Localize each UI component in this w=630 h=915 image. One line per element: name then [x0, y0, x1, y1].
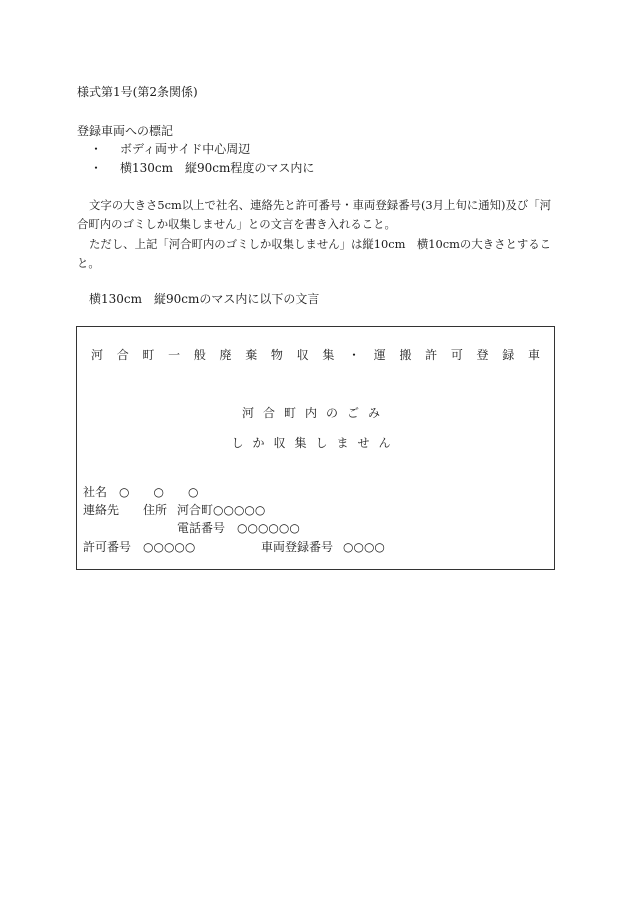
sign-header-char: 一 [168, 348, 181, 362]
form-number: 様式第1号(第2条関係) [77, 85, 198, 99]
sign-header-char: 町 [142, 348, 155, 362]
bullet-text: 横130cm 縦90cm程度のマス内に [120, 161, 315, 175]
bullet-marker: ・ [90, 142, 103, 156]
sign-header-char: 合 [116, 348, 129, 362]
sign-header-char: 許 [425, 348, 438, 362]
section-title: 登録車両への標記 [77, 124, 174, 138]
sign-header-char: 般 [193, 348, 206, 362]
vehicle-label: 車両登録番号 [261, 540, 334, 554]
sign-header-char: 車 [527, 348, 540, 362]
bullet-item-1 [90, 141, 250, 157]
sign-header-char: 可 [450, 348, 463, 362]
sign-center-line-1: 河合町内のごみ [241, 406, 389, 420]
sign-header-char: 集 [322, 348, 335, 362]
paragraph-1-line-1: 文字の大きさ5cm以上で社名、連絡先と許可番号・車両登録番号(3月上旬に通知)及び「河 [89, 198, 552, 212]
sign-header-char: 録 [502, 348, 515, 362]
phone-value: ○○○○○○ [237, 521, 300, 535]
sign-header-char: 棄 [245, 348, 258, 362]
contact-label: 連絡先 [83, 503, 120, 517]
bullet-marker: ・ [90, 161, 103, 175]
company-label: 社名 [83, 485, 108, 499]
sign-header [91, 347, 540, 363]
paragraph-1-line-2: 合町内のゴミしか収集しません」との文言を書き入れること。 [77, 217, 396, 231]
sign-header-char: 収 [296, 348, 309, 362]
phone-label: 電話番号 [177, 521, 226, 535]
sign-box [76, 326, 555, 570]
sign-header-char: 登 [476, 348, 489, 362]
sign-header-char: 河 [91, 348, 104, 362]
paragraph-2-line-1: ただし、上記「河合町内のゴミしか収集しません」は縦10cm 横10cmの大きさとするこ [89, 237, 552, 251]
permit-value: ○○○○○ [143, 540, 196, 554]
company-value: ○ ○ ○ [119, 485, 205, 499]
sign-header-char: 廃 [219, 348, 232, 362]
sign-header-char: ・ [348, 348, 361, 362]
sign-header-char: 運 [373, 348, 386, 362]
box-caption: 横130cm 縦90cmのマス内に以下の文言 [89, 292, 320, 306]
sign-center-line-2: しか収集しません [231, 436, 400, 450]
paragraph-2-line-2: と。 [77, 256, 100, 270]
address-label: 住所 [143, 503, 168, 517]
vehicle-value: ○○○○ [343, 540, 385, 554]
sign-header-char: 搬 [399, 348, 412, 362]
bullet-text: ボディ両サイド中心周辺 [120, 142, 251, 156]
sign-header-char: 物 [270, 348, 283, 362]
address-value: 河合町○○○○○ [177, 503, 266, 517]
bullet-item-2 [90, 160, 314, 176]
permit-label: 許可番号 [83, 540, 132, 554]
